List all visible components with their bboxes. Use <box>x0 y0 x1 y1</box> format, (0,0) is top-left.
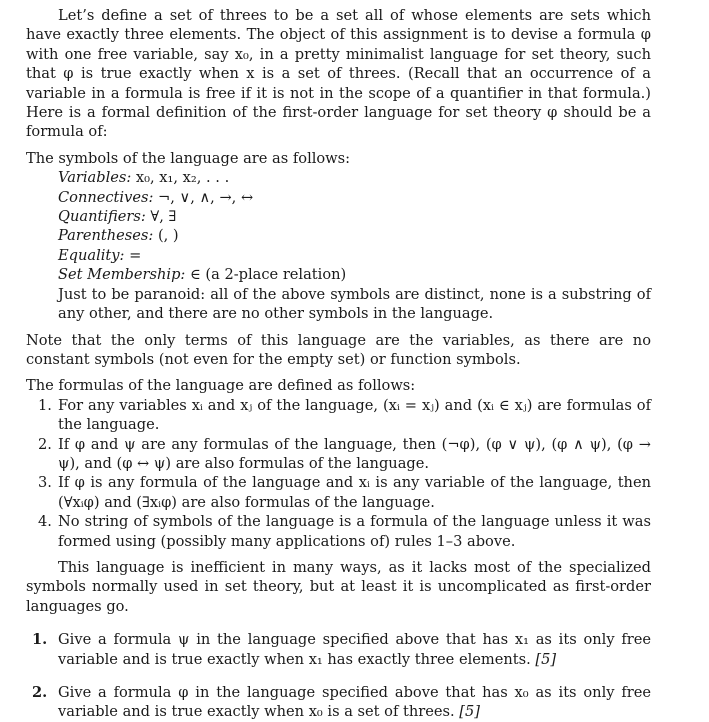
symbols-list <box>58 168 651 323</box>
question-points: [5] <box>459 703 480 721</box>
rule-item: 2. If φ and ψ are any formulas of the language, then (¬φ), (φ ∨ ψ), (φ ∧ ψ), (φ → ψ), and (φ ↔ ψ) are also formulas of the language. <box>38 435 651 472</box>
question-item: 2. Give a formula φ in the language specified above that has x₀ as its only free variable and is true exactly when x₀ is a set of threes. [5] <box>32 684 651 721</box>
symbol-membership: Set Membership: ∈ (a 2-place relation) <box>58 266 347 284</box>
formulas-heading: The formulas of the language are defined as follows: <box>26 377 416 395</box>
terms-note: Note that the only terms of this language are the variables, as there are no constant symbols (not even for the empty set) or function symbols. <box>26 331 651 368</box>
closing-paragraph: This language is inefficient in many ways, as it lacks most of the specialized symbols normally used in set theory, but at least it is uncomplicated as first-order languages go. <box>26 558 651 615</box>
rule-item: 1. For any variables xᵢ and xⱼ of the language, (xᵢ = xⱼ) and (xᵢ ∈ xⱼ) are formulas of the language. <box>38 396 651 434</box>
question-points: [5] <box>535 650 557 668</box>
formation-rules <box>26 396 651 551</box>
paranoid-note: Just to be paranoid: all of the above symbols are distinct, none is a substring of any other, and there are no other symbols in the language. <box>58 285 651 323</box>
symbol-quantifiers: Quantifiers: ∀, ∃ <box>58 208 177 226</box>
symbol-variables: Variables: x₀, x₁, x₂, . . . <box>58 169 230 187</box>
intro-paragraph: Let’s define a set of threes to be a set all of whose elements are sets which have exactly three elements. The object of this assignment is to devise a formula φ with one free variable, say x₀, in a pretty minimalist language for set theory, such that φ is true exactly when x is a set of threes. (Recall that an occurrence of a variable in a formula is free if it is not in the scope of a quantifier in that formula.) Here is a formal definition of the first-order language for set theory φ should be a formula of: <box>26 7 651 141</box>
question-text: Give a formula φ in the language specified above that has x₀ as its only free variable and is true exactly when x₀ is a set of threes. <box>58 684 651 721</box>
symbols-heading: The symbols of the language are as follows: <box>26 149 351 167</box>
rule-item: 4. No string of symbols of the language is a formula of the language unless it was formed using (possibly many applications of) rules 1–3 above. <box>38 513 651 550</box>
questions-list <box>26 630 651 722</box>
question-text: Give a formula ψ in the language specified above that has x₁ as its only free variable and is true exactly when x₁ has exactly three elements. <box>58 631 651 668</box>
symbol-connectives: Connectives: ¬, ∨, ∧, →, ↔ <box>58 188 254 206</box>
rule-item: 3. If φ is any formula of the language and xᵢ is any variable of the language, then (∀xᵢφ) and (∃xᵢφ) are also formulas of the language. <box>38 474 651 511</box>
symbol-equality: Equality: = <box>58 246 142 264</box>
symbol-parentheses: Parentheses: (, ) <box>58 227 179 245</box>
question-item: 1. Give a formula ψ in the language specified above that has x₁ as its only free variable and is true exactly when x₁ has exactly three elements. [5] <box>32 631 651 668</box>
